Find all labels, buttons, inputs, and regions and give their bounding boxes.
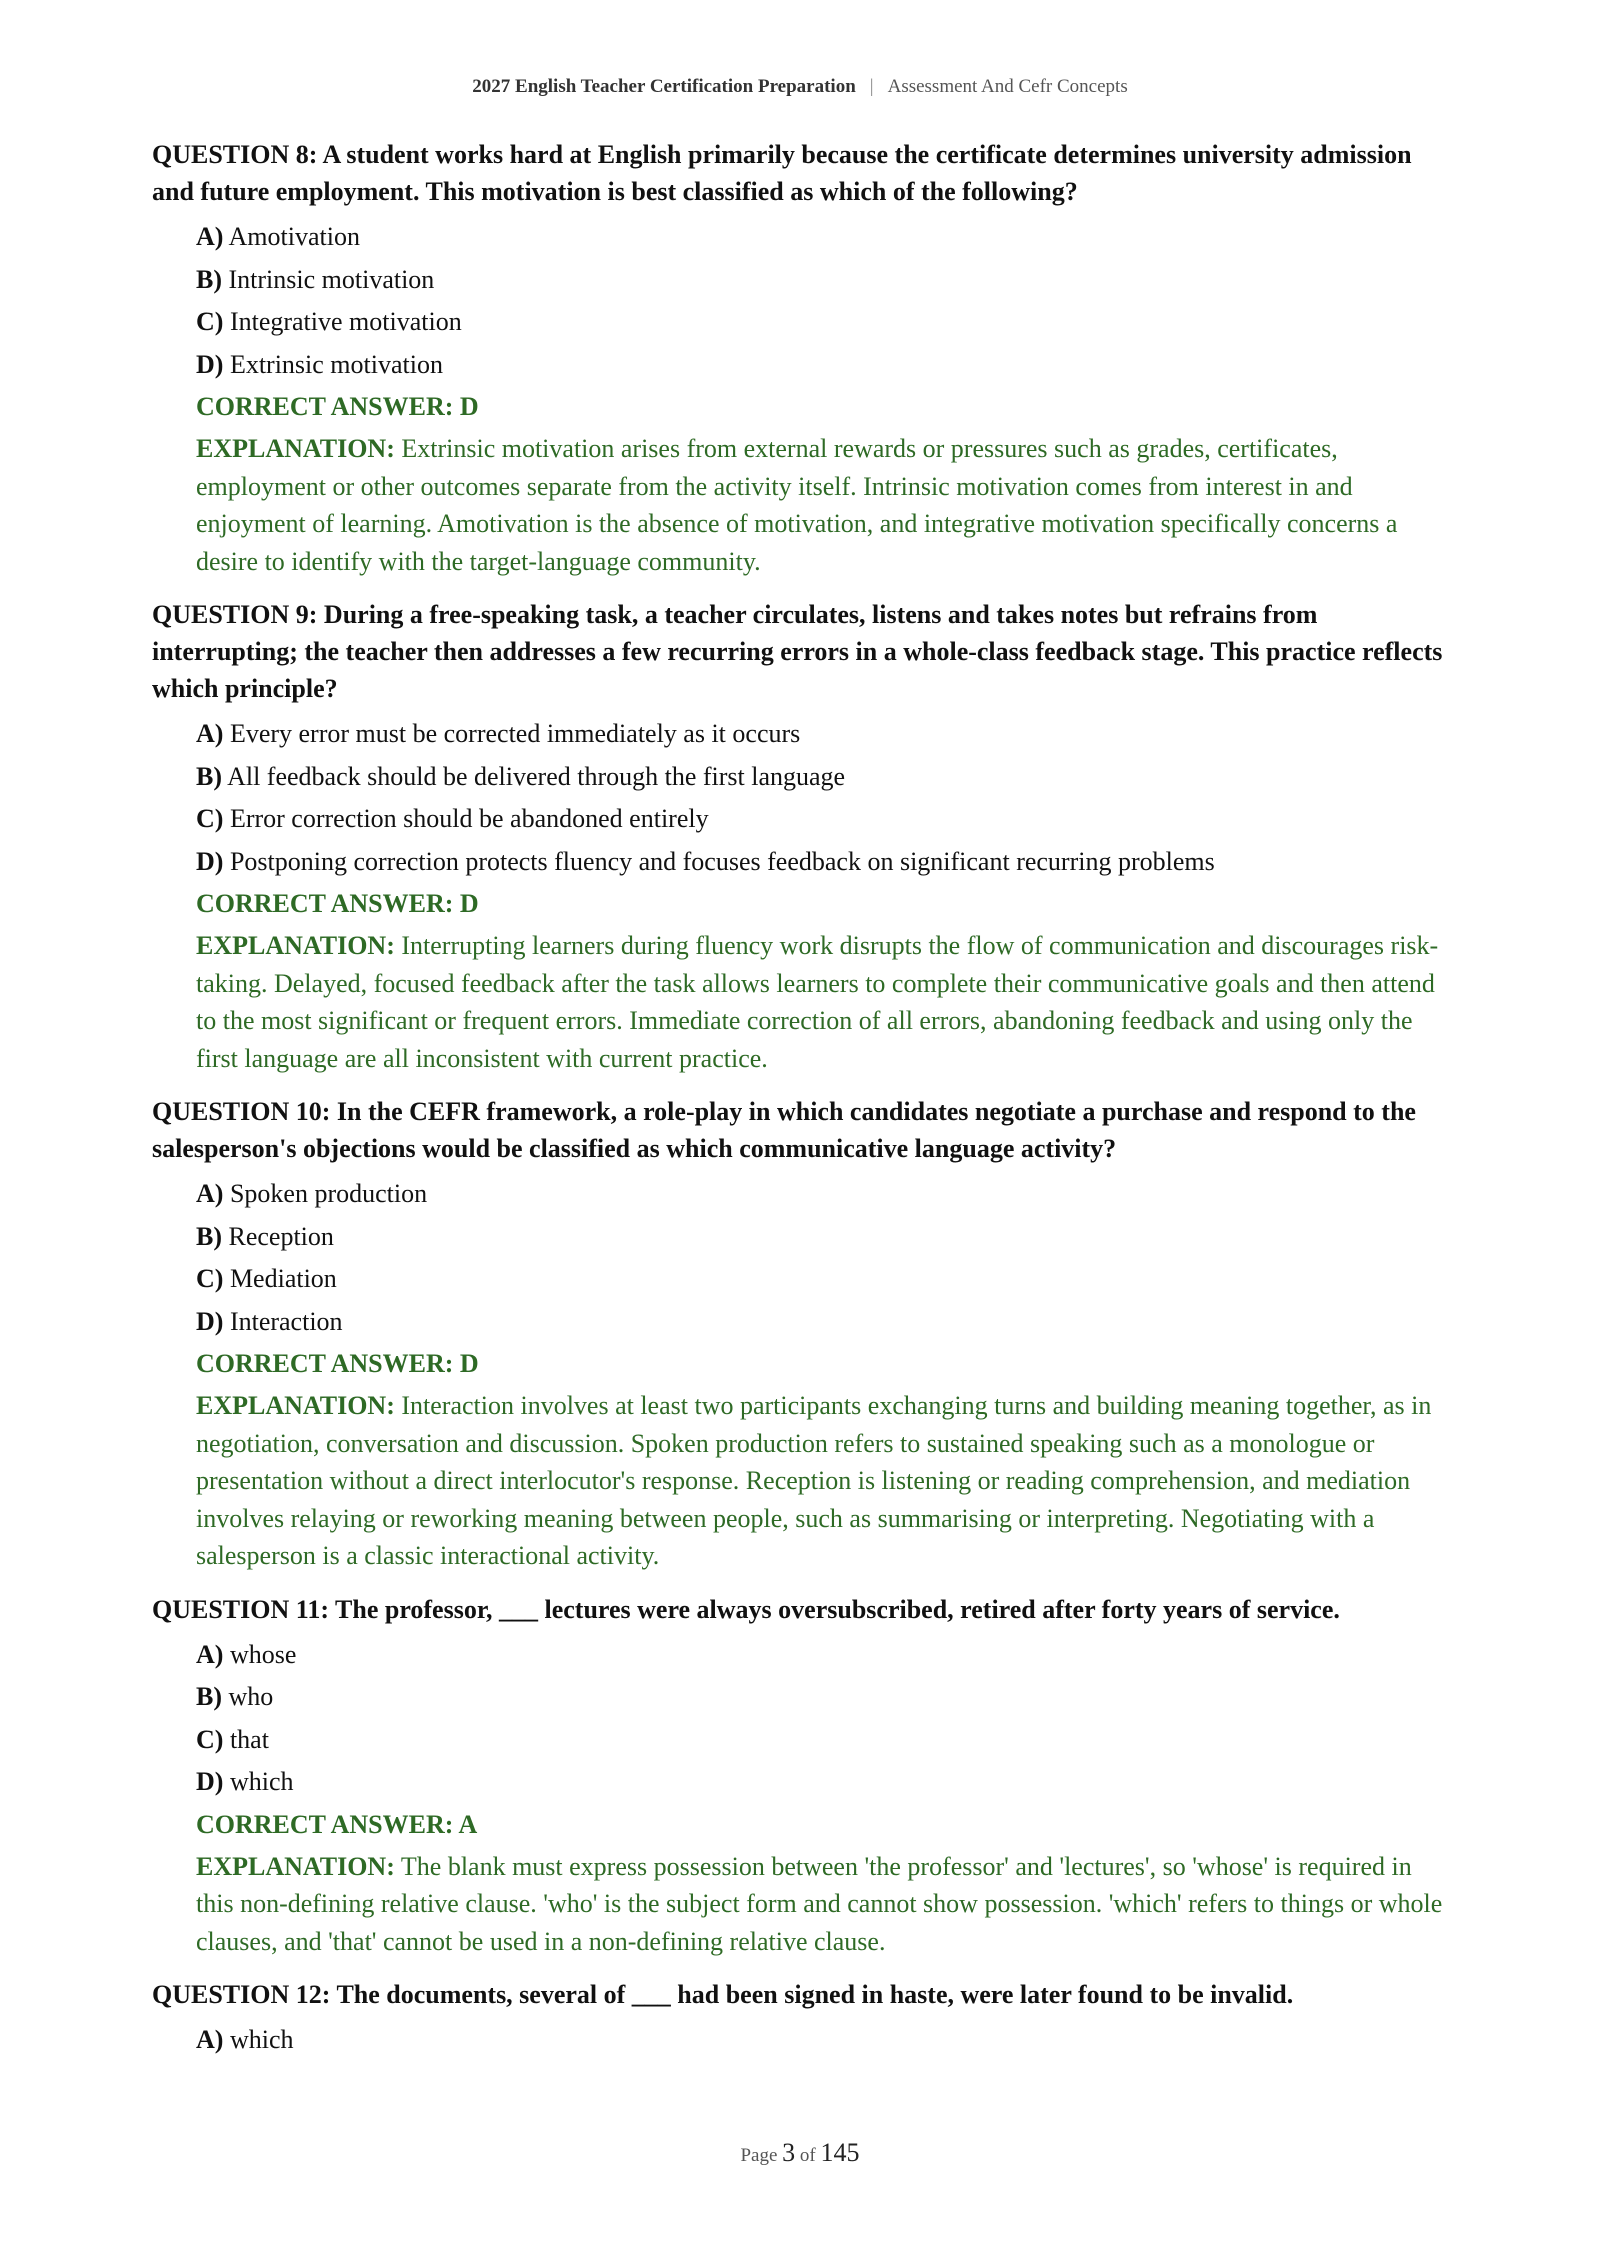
explanation	[152, 927, 1448, 1077]
option-letter: A)	[196, 1639, 224, 1669]
option-text: Error correction should be abandoned entirely	[229, 804, 709, 833]
option-letter: D)	[196, 349, 224, 379]
option-text: that	[229, 1724, 269, 1754]
option-letter: A)	[196, 719, 224, 748]
explanation	[152, 1848, 1448, 1961]
option-text: which	[229, 2025, 294, 2054]
option-c	[196, 1719, 1448, 1762]
option-list	[152, 1634, 1448, 1804]
option-text: Reception	[228, 1221, 334, 1251]
page-label: Page	[740, 2145, 778, 2166]
option-text: Postponing correction protects fluency and focuses feedback on significant recurring problems	[229, 846, 1215, 876]
book-title: 2027 English Teacher Certification Preparation	[472, 76, 856, 97]
chapter-title: Assessment And Cefr Concepts	[887, 76, 1128, 97]
current-page-number: 3	[782, 2138, 796, 2167]
question-text: QUESTION 8: A student works hard at English primarily because the certificate determines university admission and future employment. This motivation is best classified as which of the following?	[152, 140, 1412, 206]
option-letter: B)	[196, 761, 222, 791]
explanation-text: Extrinsic motivation arises from external rewards or pressures such as grades, certificates, employment or other outcomes separate from the activity itself. Intrinsic motivation comes from interest in and enjoyment of learning. Amotivation is the absence of motivation, and integrative motivation specifically concerns a desire to identify with the target-language community.	[196, 434, 1398, 576]
question-10	[152, 1093, 1448, 1575]
option-c	[196, 798, 1448, 841]
explanation-text: The blank must express possession between 'the professor' and 'lectures', so 'whose' is required in this non-defining relative clause. 'who' is the subject form and cannot show possession. 'which' refers to things or whole clauses, and 'that' cannot be used in a non-defining relative clause.	[196, 1851, 1443, 1956]
correct-answer: CORRECT ANSWER: A	[196, 1809, 478, 1839]
question-8	[152, 136, 1448, 580]
option-a	[196, 713, 1448, 756]
option-b	[196, 259, 1448, 302]
option-text: Every error must be corrected immediately as it occurs	[229, 719, 801, 748]
option-text: who	[228, 1682, 274, 1711]
option-c	[196, 301, 1448, 344]
option-letter: D)	[196, 1306, 224, 1336]
option-d	[196, 344, 1448, 387]
option-text: Extrinsic motivation	[229, 349, 443, 379]
question-12	[152, 1976, 1448, 2062]
option-text: Spoken production	[229, 1179, 428, 1208]
running-header	[0, 76, 1600, 98]
page-of-label: of	[799, 2145, 816, 2166]
correct-answer: CORRECT ANSWER: D	[196, 889, 479, 918]
option-b	[196, 1216, 1448, 1259]
question-text: QUESTION 11: The professor, ___ lectures were always oversubscribed, retired after forty years of service.	[152, 1594, 1340, 1624]
option-list	[152, 216, 1448, 386]
explanation-text: Interrupting learners during fluency work disrupts the flow of communication and discourages risk-taking. Delayed, focused feedback after the task allows learners to complete their communicative goals and then attend to the most significant or frequent errors. Immediate correction of all errors, abandoning feedback and using only the first language are all inconsistent with current practice.	[196, 931, 1439, 1073]
question-text: QUESTION 9: During a free-speaking task, a teacher circulates, listens and takes notes but refrains from interrupting; the teacher then addresses a few recurring errors in a whole-class feedback stage. This practice reflects which principle?	[152, 600, 1443, 703]
explanation-label: EXPLANATION:	[196, 1851, 395, 1881]
explanation	[152, 430, 1448, 580]
option-text: Intrinsic motivation	[228, 264, 435, 294]
option-b	[196, 756, 1448, 799]
option-text: Integrative motivation	[229, 307, 462, 336]
explanation-label: EXPLANATION:	[196, 931, 395, 960]
option-letter: D)	[196, 1767, 224, 1796]
question-text: QUESTION 10: In the CEFR framework, a role-play in which candidates negotiate a purchase and respond to the salesperson's objections would be classified as which communicative language activity?	[152, 1097, 1416, 1163]
option-letter: B)	[196, 264, 222, 294]
correct-answer: CORRECT ANSWER: D	[196, 1349, 479, 1378]
option-list	[152, 1173, 1448, 1343]
option-letter: D)	[196, 846, 224, 876]
question-list	[152, 136, 1448, 2078]
option-letter: C)	[196, 1724, 224, 1754]
option-letter: A)	[196, 222, 224, 251]
option-text: whose	[229, 1639, 297, 1669]
question-11	[152, 1591, 1448, 1961]
option-letter: C)	[196, 804, 224, 833]
option-letter: B)	[196, 1682, 222, 1711]
option-text: which	[229, 1767, 294, 1796]
page-footer	[0, 2138, 1600, 2168]
explanation	[152, 1387, 1448, 1575]
option-letter: B)	[196, 1221, 222, 1251]
header-separator: |	[869, 76, 874, 97]
option-b	[196, 1676, 1448, 1719]
option-list	[152, 2019, 1448, 2062]
option-c	[196, 1258, 1448, 1301]
option-text: Amotivation	[228, 222, 360, 251]
option-a	[196, 2019, 1448, 2062]
option-letter: A)	[196, 2025, 224, 2054]
option-d	[196, 841, 1448, 884]
option-letter: C)	[196, 1264, 224, 1293]
option-text: All feedback should be delivered through the first language	[227, 761, 846, 791]
explanation-text: Interaction involves at least two participants exchanging turns and building meaning together, as in negotiation, conversation and discussion. Spoken production refers to sustained speaking such as a monologue or presentation without a direct interlocutor's response. Reception is listening or reading comprehension, and mediation involves relaying or reworking meaning between people, such as summarising or interpreting. Negotiating with a salesperson is a classic interactional activity.	[196, 1391, 1432, 1570]
explanation-label: EXPLANATION:	[196, 1391, 395, 1420]
question-9	[152, 596, 1448, 1077]
total-page-count: 145	[820, 2138, 860, 2167]
option-a	[196, 216, 1448, 259]
option-list	[152, 713, 1448, 883]
option-text: Interaction	[229, 1306, 343, 1336]
option-d	[196, 1761, 1448, 1804]
option-letter: C)	[196, 307, 224, 336]
explanation-label: EXPLANATION:	[196, 434, 395, 463]
option-letter: A)	[196, 1179, 224, 1208]
correct-answer: CORRECT ANSWER: D	[196, 392, 479, 421]
option-text: Mediation	[229, 1264, 337, 1293]
option-d	[196, 1301, 1448, 1344]
option-a	[196, 1634, 1448, 1677]
question-text: QUESTION 12: The documents, several of ___ had been signed in haste, were later found to be invalid.	[152, 1980, 1294, 2009]
option-a	[196, 1173, 1448, 1216]
